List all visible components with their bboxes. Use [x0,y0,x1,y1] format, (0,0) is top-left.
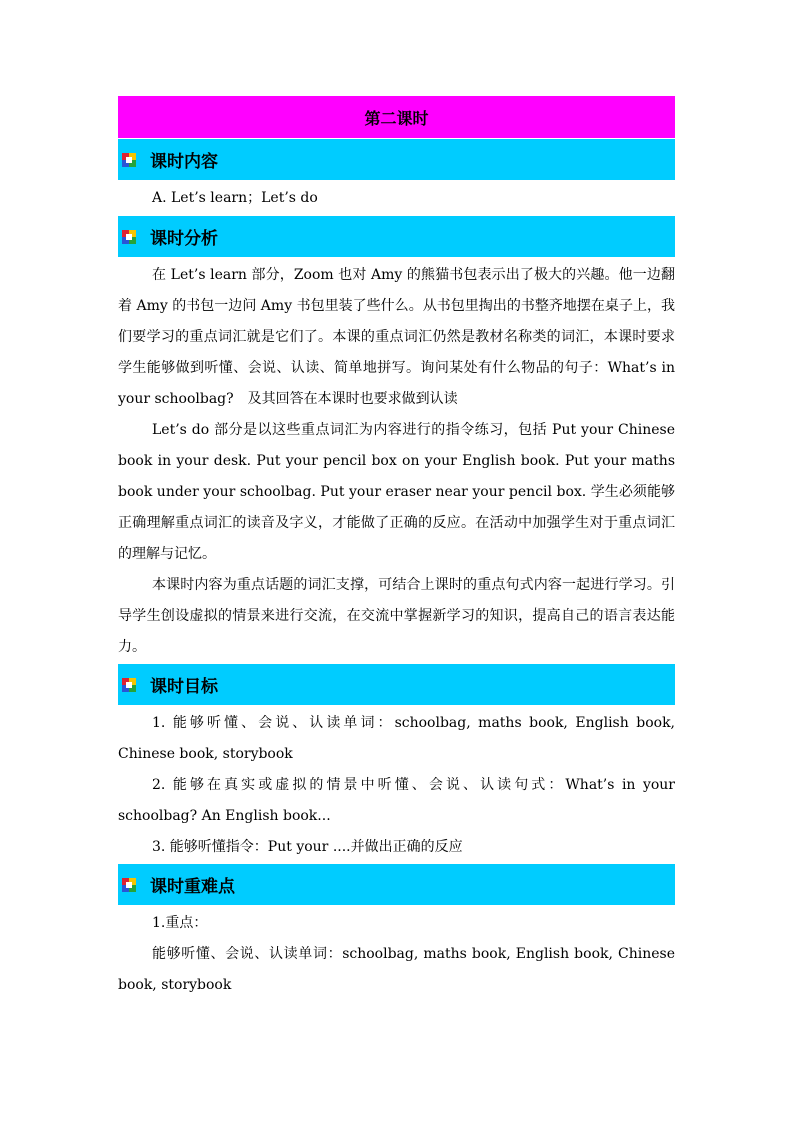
paragraph: 在 Let’s learn 部分，Zoom 也对 Amy 的熊猫书包表示出了极大的兴趣。他一边翻着 Amy 的书包一边问 Amy 书包里装了些什么。从书包里掏出的书整齐地摆在桌子上，我们要学习的重点词汇就是它们了。本课的重点词汇仍然是教材名称类的词汇，本课时要求学生能够做到听懂、会说、认读、简单地拼写。询问某处有什么物品的句子：What’s in your schoolbag? 及其回答在本课时也要求做到认读 [118,267,675,407]
bullet-icon [122,878,136,892]
paragraph: 1.重点： [152,915,208,931]
paragraph: 2. 能够在真实或虚拟的情景中听懂、会说、认读句式：What’s in your schoolbag? An English book... [118,777,675,824]
section-title: 课时分析 [150,229,218,249]
paragraph: 1. 能够听懂、会说、认读单词：schoolbag, maths book, English book, Chinese book, storybook [118,715,675,762]
paragraph: A. Let’s learn；Let’s do [152,190,318,206]
lesson-plan [118,96,675,1001]
section-heading-key-points [118,863,675,905]
paragraph: 3. 能够听懂指令：Put your ....并做出正确的反应 [152,839,463,855]
lesson-title: 第二课时 [364,108,429,128]
bullet-icon [122,230,136,244]
section-heading-content [118,138,675,180]
section-title: 课时内容 [150,152,218,172]
section-heading-goals [118,663,675,705]
section-heading-analysis [118,215,675,257]
paragraph: Let’s do 部分是以这些重点词汇为内容进行的指令练习，包括 Put your Chinese book in your desk. Put your pencil box on your English book. Put your maths book under your schoolbag. Put your eraser near your pencil box. 学生必须能够正确理解重点词汇的读音及字义，才能做了正确的反应。在活动中加强学生对于重点词汇的理解与记忆。 [118,422,675,562]
paragraph: 能够听懂、会说、认读单词：schoolbag, maths book, English book, Chinese book, storybook [118,946,675,993]
section-title: 课时目标 [150,677,218,697]
bullet-icon [122,678,136,692]
bullet-icon [122,153,136,167]
paragraph: 本课时内容为重点话题的词汇支撑，可结合上课时的重点句式内容一起进行学习。引导学生创设虚拟的情景来进行交流，在交流中掌握新学习的知识，提高自己的语言表达能力。 [118,577,675,655]
section-title: 课时重难点 [150,877,235,897]
lesson-title-bar [118,96,675,138]
